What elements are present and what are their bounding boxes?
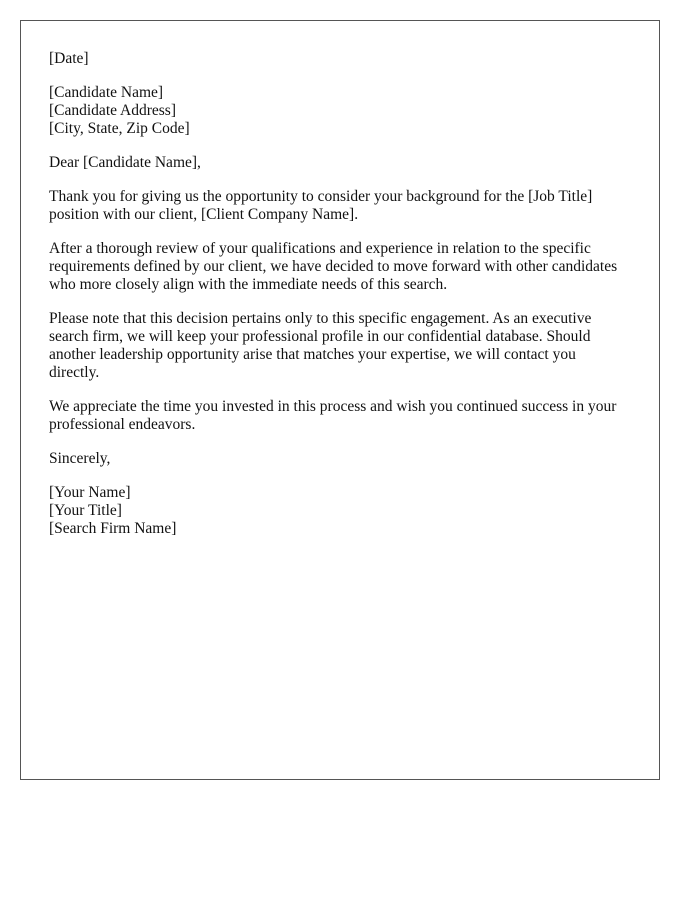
paragraph-database: Please note that this decision pertains only to this specific engagement. As an executive search firm, we will keep your professional profile in our confidential database. Should another leadership opportunity arise that matches your expertise, we will contact you directly. — [49, 310, 592, 381]
signature-firm: [Search Firm Name] — [49, 520, 177, 537]
letter-body — [49, 50, 619, 554]
letter-date: [Date] — [49, 50, 89, 67]
letter-page — [20, 20, 660, 780]
signature-block — [49, 484, 619, 538]
signature-name: [Your Name] — [49, 484, 131, 501]
recipient-city-state-zip: [City, State, Zip Code] — [49, 120, 190, 137]
salutation-block — [49, 154, 619, 172]
closing-block — [49, 450, 619, 468]
paragraph-appreciation: We appreciate the time you invested in this process and wish you continued success in your professional endeavors. — [49, 398, 617, 433]
paragraph-decision: After a thorough review of your qualifications and experience in relation to the specific requirements defined by our client, we have decided to move forward with other candidates who more closely align with the immediate needs of this search. — [49, 240, 618, 293]
recipient-address: [Candidate Address] — [49, 102, 176, 119]
date-block — [49, 50, 619, 68]
salutation: Dear [Candidate Name], — [49, 154, 201, 171]
signature-title: [Your Title] — [49, 502, 122, 519]
closing: Sincerely, — [49, 450, 111, 467]
recipient-name: [Candidate Name] — [49, 84, 164, 101]
recipient-block — [49, 84, 619, 138]
paragraph-thank-you: Thank you for giving us the opportunity to consider your background for the [Job Title] position with our client, [Client Company Name]. — [49, 188, 593, 223]
